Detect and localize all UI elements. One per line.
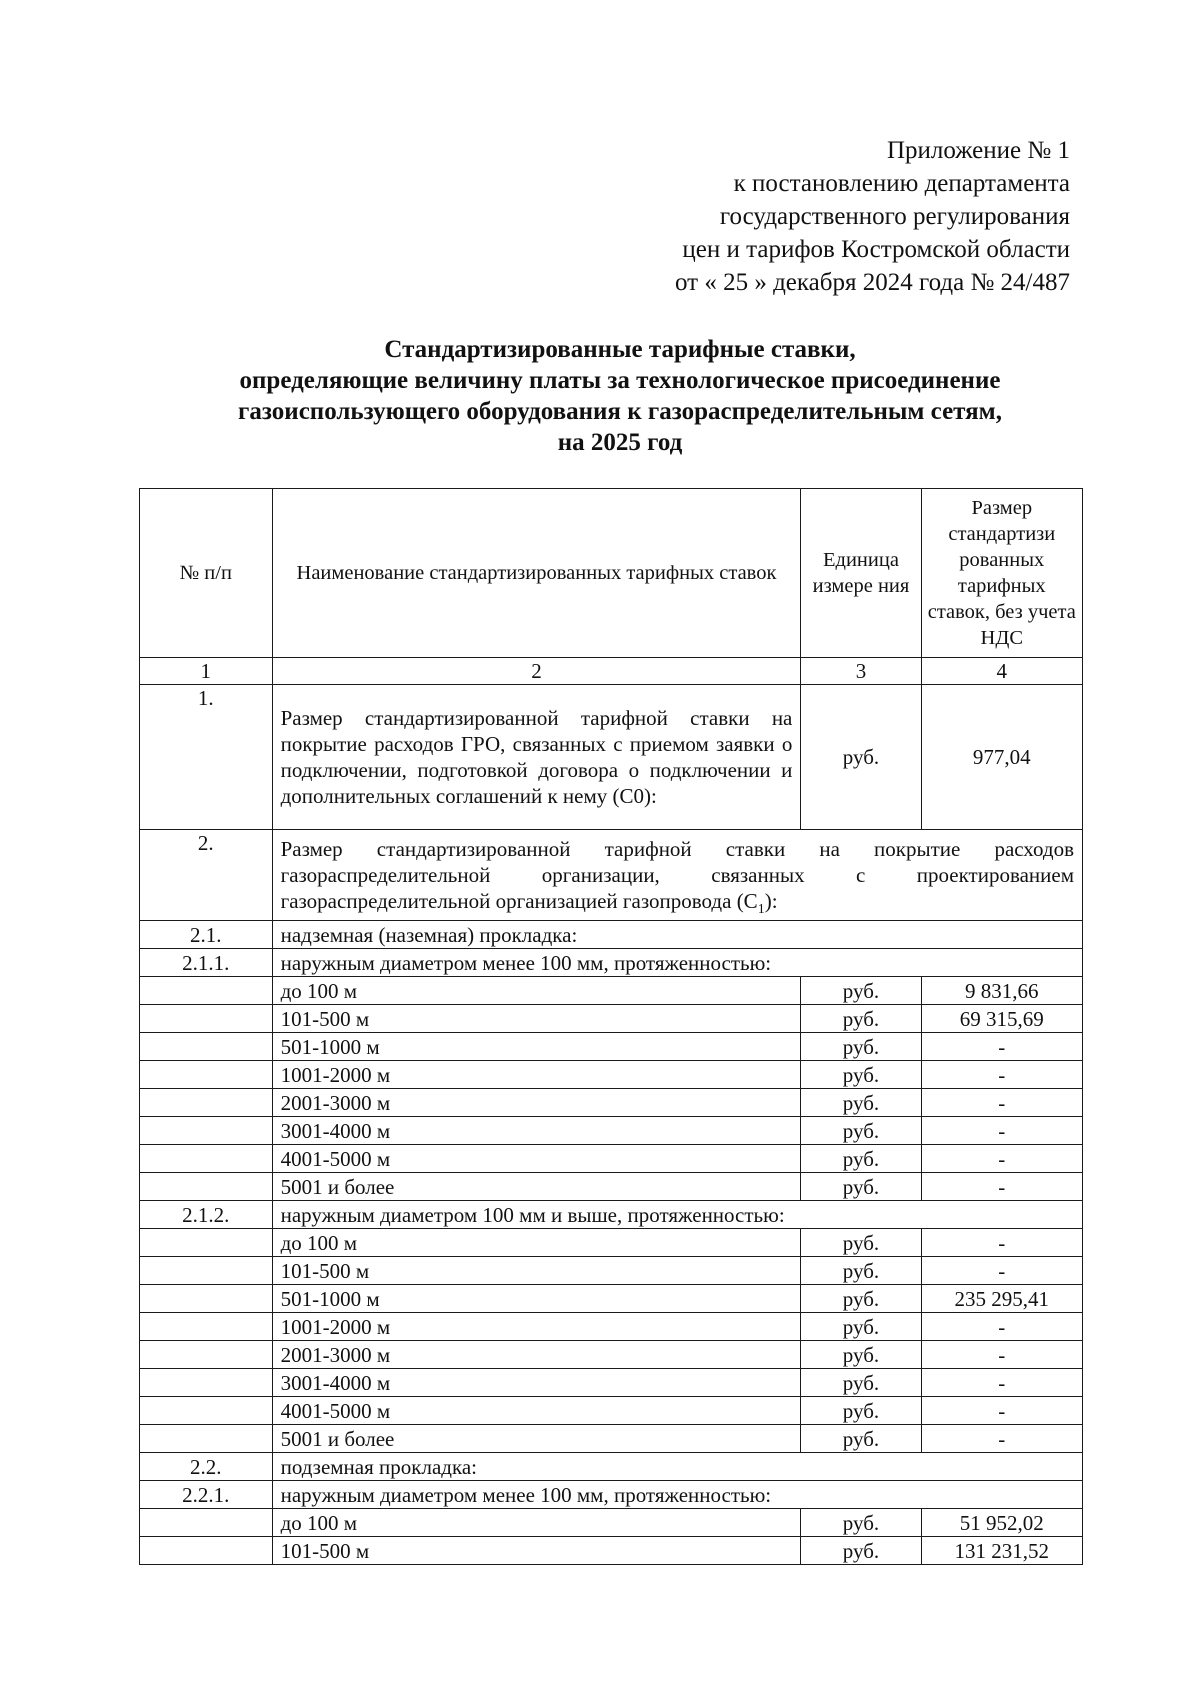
row-number-empty [140, 1061, 273, 1089]
row-value: 69 315,69 [921, 1005, 1082, 1033]
table-row [140, 1117, 1083, 1145]
section-label: надземная (наземная) прокладка: [272, 921, 1082, 949]
row-unit: руб. [801, 1425, 921, 1453]
row-unit: руб. [801, 1397, 921, 1425]
row-value: - [921, 1033, 1082, 1061]
table-row [140, 1173, 1083, 1201]
row-label: 501-1000 м [272, 1285, 801, 1313]
row-label: 5001 и более [272, 1173, 801, 1201]
row-number: 2. [140, 830, 273, 921]
row-value: - [921, 1145, 1082, 1173]
row-label: 4001-5000 м [272, 1145, 801, 1173]
row-unit: руб. [801, 1173, 921, 1201]
row-label: 101-500 м [272, 1537, 801, 1565]
column-number: 3 [801, 658, 921, 685]
row-value: - [921, 1425, 1082, 1453]
section-label: наружным диаметром менее 100 мм, протяженностью: [272, 949, 1082, 977]
row-value: - [921, 1173, 1082, 1201]
row-name: Размер стандартизированной тарифной ставки на покрытие расходов ГРО, связанных с приемом заявки о подключении, подготовкой договора о подключении и дополнительных соглашений к нему (С0): [272, 685, 801, 830]
table-row [140, 1285, 1083, 1313]
header-name: Наименование стандартизированных тарифных ставок [272, 489, 801, 658]
title-line: газоиспользующего оборудования к газораспределительным сетям, [238, 398, 1002, 425]
section-row [140, 1453, 1083, 1481]
row-number-empty [140, 1397, 273, 1425]
row-label: 501-1000 м [272, 1033, 801, 1061]
row-unit: руб. [801, 1145, 921, 1173]
row-value: - [921, 1369, 1082, 1397]
appendix-header [560, 134, 1070, 299]
appendix-line: государственного регулирования [719, 203, 1070, 230]
section-row [140, 921, 1083, 949]
table-row [140, 1061, 1083, 1089]
table-row [140, 1033, 1083, 1061]
header-size: Размер стандартизи рованных тарифных ставок, без учета НДС [921, 489, 1082, 658]
header-unit: Единица измере ния [801, 489, 921, 658]
appendix-line: от « 25 » декабря 2024 года № 24/487 [674, 269, 1070, 296]
row-label: до 100 м [272, 1229, 801, 1257]
row-label: 4001-5000 м [272, 1397, 801, 1425]
row-number-empty [140, 1369, 273, 1397]
row-unit: руб. [801, 685, 921, 830]
row-unit: руб. [801, 1089, 921, 1117]
row-unit: руб. [801, 1117, 921, 1145]
title-line: определяющие величину платы за технологическое присоединение [239, 367, 1001, 394]
header-num: № п/п [140, 489, 273, 658]
row-unit: руб. [801, 1005, 921, 1033]
row-name-tail: ): [764, 889, 778, 913]
row-label: 3001-4000 м [272, 1117, 801, 1145]
row-number-empty [140, 1257, 273, 1285]
row-value: 51 952,02 [921, 1509, 1082, 1537]
row-name [272, 830, 1082, 921]
table-row [140, 1313, 1083, 1341]
table-row [140, 1425, 1083, 1453]
row-unit: руб. [801, 1229, 921, 1257]
row-unit: руб. [801, 977, 921, 1005]
row-value: 9 831,66 [921, 977, 1082, 1005]
row-unit: руб. [801, 1257, 921, 1285]
row-unit: руб. [801, 1341, 921, 1369]
column-number: 4 [921, 658, 1082, 685]
row-value: 131 231,52 [921, 1537, 1082, 1565]
row-number-empty [140, 1537, 273, 1565]
row-label: 2001-3000 м [272, 1089, 801, 1117]
section-row [140, 949, 1083, 977]
column-number-row [140, 658, 1083, 685]
row-number-empty [140, 1033, 273, 1061]
row-label: 101-500 м [272, 1005, 801, 1033]
row-unit: руб. [801, 1061, 921, 1089]
row-number-empty [140, 1005, 273, 1033]
row-value: - [921, 1229, 1082, 1257]
row-value: - [921, 1257, 1082, 1285]
table-row [140, 685, 1083, 830]
row-label: 1001-2000 м [272, 1061, 801, 1089]
appendix-line: к постановлению департамента [733, 170, 1070, 197]
row-label: 3001-4000 м [272, 1369, 801, 1397]
document-title [140, 334, 1100, 458]
row-unit: руб. [801, 1369, 921, 1397]
row-value: - [921, 1341, 1082, 1369]
section-number: 2.2. [140, 1453, 273, 1481]
section-label: подземная прокладка: [272, 1453, 1082, 1481]
row-number-empty [140, 1509, 273, 1537]
row-value: - [921, 1313, 1082, 1341]
table-row [140, 1145, 1083, 1173]
row-unit: руб. [801, 1509, 921, 1537]
row-value: - [921, 1117, 1082, 1145]
appendix-line: цен и тарифов Костромской области [682, 236, 1070, 263]
tariff-table [139, 488, 1083, 1565]
table-row [140, 830, 1083, 921]
row-unit: руб. [801, 1537, 921, 1565]
table-row [140, 1369, 1083, 1397]
row-number-empty [140, 1089, 273, 1117]
row-number-empty [140, 1313, 273, 1341]
row-label: 2001-3000 м [272, 1341, 801, 1369]
row-label: 5001 и более [272, 1425, 801, 1453]
row-unit: руб. [801, 1033, 921, 1061]
section-label: наружным диаметром 100 мм и выше, протяженностью: [272, 1201, 1082, 1229]
row-value: - [921, 1397, 1082, 1425]
row-number-empty [140, 1425, 273, 1453]
table-row [140, 1397, 1083, 1425]
row-number-empty [140, 977, 273, 1005]
row-value: 235 295,41 [921, 1285, 1082, 1313]
row-number-empty [140, 1173, 273, 1201]
table-row [140, 1341, 1083, 1369]
row-label: до 100 м [272, 977, 801, 1005]
table-row [140, 977, 1083, 1005]
row-value: - [921, 1089, 1082, 1117]
row-name-subscript: 1 [757, 902, 765, 918]
section-row [140, 1481, 1083, 1509]
row-number-empty [140, 1229, 273, 1257]
table-row [140, 1005, 1083, 1033]
row-unit: руб. [801, 1313, 921, 1341]
section-number: 2.1. [140, 921, 273, 949]
column-number: 1 [140, 658, 273, 685]
section-row [140, 1201, 1083, 1229]
row-number: 1. [140, 685, 273, 830]
table-row [140, 1089, 1083, 1117]
row-label: до 100 м [272, 1509, 801, 1537]
column-number: 2 [272, 658, 801, 685]
title-line: Стандартизированные тарифные ставки, [384, 336, 856, 363]
appendix-line: Приложение № 1 [886, 137, 1070, 164]
section-number: 2.1.2. [140, 1201, 273, 1229]
row-number-empty [140, 1117, 273, 1145]
row-number-empty [140, 1285, 273, 1313]
table-row [140, 1509, 1083, 1537]
row-name-text: Размер стандартизированной тарифной ставки на покрытие расходов газораспределительной организации, связанных с проектированием газораспределительной организацией газопровода (С [280, 837, 1074, 913]
row-number-empty [140, 1341, 273, 1369]
row-value: 977,04 [921, 685, 1082, 830]
row-label: 1001-2000 м [272, 1313, 801, 1341]
row-unit: руб. [801, 1285, 921, 1313]
row-label: 101-500 м [272, 1257, 801, 1285]
section-number: 2.1.1. [140, 949, 273, 977]
table-row [140, 1257, 1083, 1285]
title-line: на 2025 год [557, 429, 683, 456]
row-number-empty [140, 1145, 273, 1173]
row-value: - [921, 1061, 1082, 1089]
section-label: наружным диаметром менее 100 мм, протяженностью: [272, 1481, 1082, 1509]
section-number: 2.2.1. [140, 1481, 273, 1509]
table-row [140, 1537, 1083, 1565]
table-row [140, 1229, 1083, 1257]
table-header-row [140, 489, 1083, 658]
